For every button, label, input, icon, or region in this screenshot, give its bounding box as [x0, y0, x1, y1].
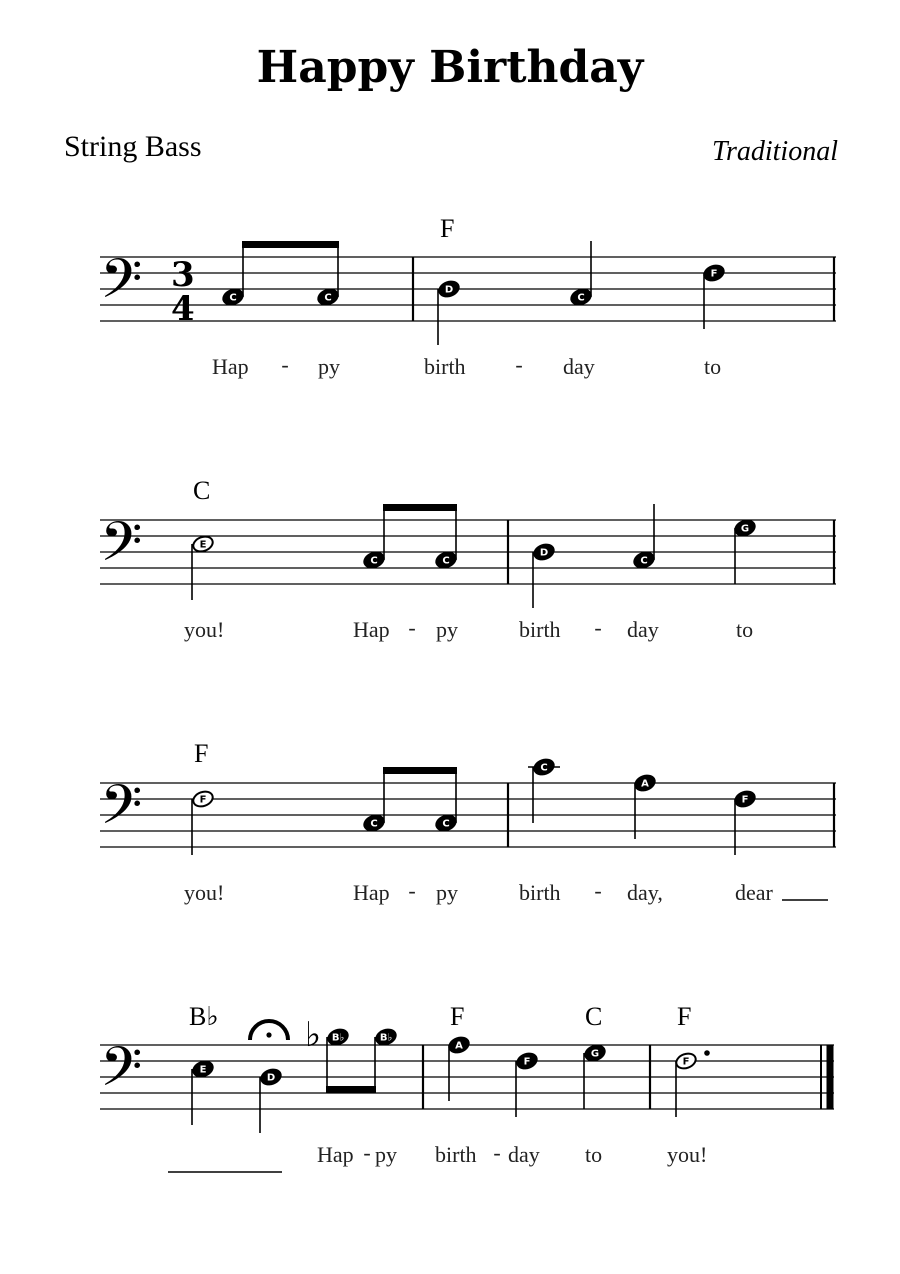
lyric-syllable: birth — [435, 1142, 477, 1167]
note — [315, 244, 341, 308]
svg-text:C: C — [540, 762, 548, 774]
instrument-name: String Bass — [64, 130, 202, 163]
lyric-hyphen: - — [594, 615, 602, 640]
lyric-syllable: you! — [667, 1142, 708, 1167]
lyric-hyphen: - — [281, 352, 289, 377]
chord-symbol: F — [440, 214, 455, 243]
system-3 — [100, 739, 836, 905]
svg-text:F: F — [199, 794, 207, 806]
lyric-syllable: day — [627, 617, 659, 642]
lyric-hyphen: - — [594, 878, 602, 903]
lyric-syllable: day — [508, 1142, 540, 1167]
lyric-syllable: Hap — [353, 880, 390, 905]
lyric-syllable: dear — [735, 880, 773, 905]
lyric-syllable: py — [436, 880, 458, 905]
note — [446, 1034, 472, 1101]
lyric-hyphen: - — [408, 615, 416, 640]
bass-clef: 𝄢 — [100, 510, 143, 587]
time-signature-bottom: 4 — [171, 289, 195, 329]
lyric-syllable: py — [375, 1142, 397, 1167]
note — [433, 770, 459, 834]
lyric-hyphen: - — [493, 1140, 501, 1165]
svg-text:A: A — [455, 1040, 463, 1052]
flat-accidental-icon: ♭ — [305, 1017, 322, 1054]
lyric-syllable: birth — [519, 617, 561, 642]
svg-text:B♭: B♭ — [331, 1032, 345, 1044]
svg-text:E: E — [199, 539, 207, 551]
lyric-hyphen: - — [363, 1140, 371, 1165]
lyric-syllable: you! — [184, 880, 225, 905]
note — [220, 244, 246, 308]
lyric-syllable: py — [436, 617, 458, 642]
svg-text:D: D — [539, 547, 549, 559]
fermata-icon — [250, 1021, 288, 1040]
svg-text:F: F — [741, 794, 749, 806]
svg-text:C: C — [229, 292, 237, 304]
note — [674, 1050, 710, 1117]
lyric-syllable: to — [704, 354, 722, 379]
svg-text:D: D — [266, 1072, 276, 1084]
bass-clef: 𝄢 — [100, 1035, 143, 1112]
lyric-syllable: birth — [519, 880, 561, 905]
system-1 — [100, 214, 836, 379]
lyric-hyphen: - — [408, 878, 416, 903]
note — [436, 278, 462, 345]
svg-text:C: C — [442, 555, 450, 567]
beam — [383, 767, 457, 774]
beam — [242, 241, 339, 248]
note — [514, 1050, 540, 1117]
lyric-syllable: day — [563, 354, 595, 379]
beam — [326, 1086, 376, 1093]
lyric-syllable: birth — [424, 354, 466, 379]
svg-text:F: F — [710, 268, 718, 280]
chord-symbol: F — [450, 1002, 465, 1031]
system-4 — [100, 1002, 834, 1172]
staff-lines — [100, 257, 836, 321]
svg-text:B♭: B♭ — [379, 1032, 393, 1044]
note — [582, 1042, 608, 1109]
svg-text:C: C — [370, 555, 378, 567]
chord-symbol: C — [585, 1002, 603, 1031]
lyric-syllable: Hap — [353, 617, 390, 642]
system-2 — [100, 476, 836, 642]
bass-clef: 𝄢 — [100, 247, 143, 324]
svg-text:C: C — [324, 292, 332, 304]
svg-text:C: C — [577, 292, 585, 304]
svg-text:C: C — [442, 818, 450, 830]
svg-text:E: E — [199, 1064, 207, 1076]
note — [361, 507, 387, 571]
note — [191, 534, 215, 600]
staff-lines — [100, 520, 836, 584]
lyric-syllable: py — [318, 354, 340, 379]
note — [732, 788, 758, 855]
note — [528, 756, 560, 823]
svg-text:D: D — [444, 284, 454, 296]
note — [531, 541, 557, 608]
note — [568, 241, 594, 308]
lyric-syllable: Hap — [317, 1142, 354, 1167]
lyric-syllable: Hap — [212, 354, 249, 379]
note — [732, 517, 758, 584]
svg-text:C: C — [370, 818, 378, 830]
lyric-syllable: you! — [184, 617, 225, 642]
lyric-syllable: to — [585, 1142, 603, 1167]
beam — [383, 504, 457, 511]
note — [325, 1026, 351, 1092]
note — [632, 772, 658, 839]
composer: Traditional — [711, 136, 838, 167]
bass-clef: 𝄢 — [100, 773, 143, 850]
chord-symbol: F — [677, 1002, 692, 1031]
note — [701, 262, 727, 329]
note — [190, 1058, 216, 1125]
note — [361, 770, 387, 834]
lyric-syllable: to — [736, 617, 754, 642]
svg-text:G: G — [590, 1048, 600, 1060]
lyric-hyphen: - — [515, 352, 523, 377]
note — [373, 1026, 399, 1092]
chord-symbol: B♭ — [189, 1002, 219, 1031]
svg-text:G: G — [740, 523, 750, 535]
chord-symbol: F — [194, 739, 209, 768]
title: Happy Birthday — [256, 42, 644, 93]
time-signature-top: 3 — [171, 255, 195, 295]
note — [433, 507, 459, 571]
chord-symbol: C — [193, 476, 211, 505]
svg-text:C: C — [640, 555, 648, 567]
note — [191, 789, 215, 855]
svg-text:F: F — [682, 1056, 690, 1068]
lyric-syllable: day, — [627, 880, 663, 905]
note — [631, 504, 657, 571]
svg-text:A: A — [641, 778, 649, 790]
staff-lines — [100, 1045, 834, 1109]
note — [258, 1066, 284, 1133]
svg-text:F: F — [523, 1056, 531, 1068]
